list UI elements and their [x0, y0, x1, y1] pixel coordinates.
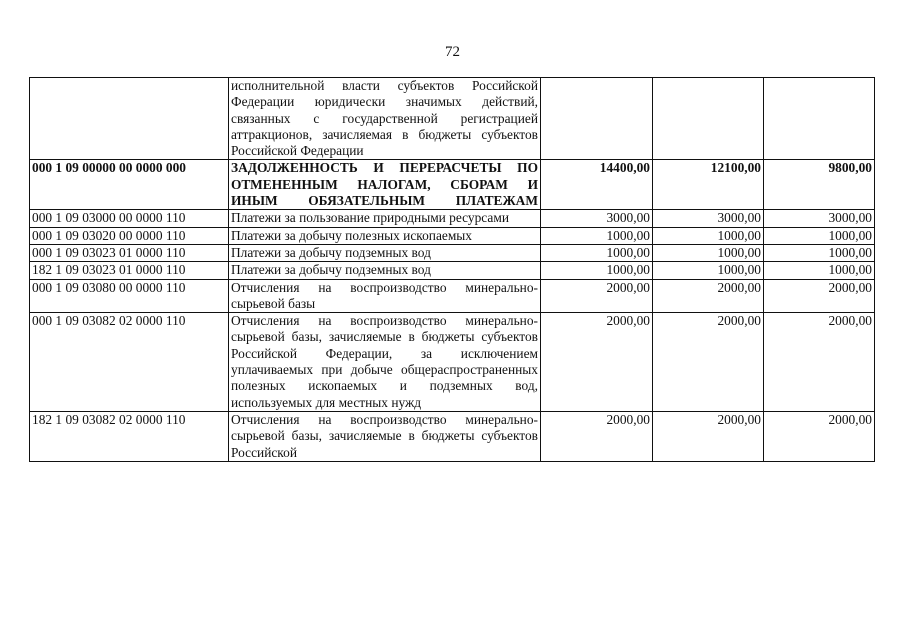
- table-row: [30, 279, 875, 313]
- revenue-name: Платежи за пользование природными ресурсами: [229, 210, 541, 227]
- amount-year-2: 12100,00: [653, 160, 764, 210]
- amount-year-1: 2000,00: [541, 411, 653, 461]
- budget-code: 000 1 09 03020 00 0000 110: [30, 227, 229, 244]
- revenue-name: Отчисления на воспроизводство минерально-сырьевой базы: [229, 279, 541, 313]
- revenue-name: Отчисления на воспроизводство минерально-сырьевой базы, зачисляемые в бюджеты субъектов Российской Федерации, за исключением уплачиваемых при добыче общераспространенных полезных ископаемых и подземных вод, используемых для местных нужд: [229, 313, 541, 412]
- amount-year-3: 3000,00: [764, 210, 875, 227]
- revenue-name: исполнительной власти субъектов Российской Федерации юридически значимых действий, связанных с государственной регистрацией аттракционов, зачисляемая в бюджеты субъектов Российской Федерации: [229, 78, 541, 160]
- amount-year-2: 1000,00: [653, 262, 764, 279]
- amount-year-1: 1000,00: [541, 244, 653, 261]
- budget-revenue-table: [29, 77, 875, 462]
- budget-code: 182 1 09 03023 01 0000 110: [30, 262, 229, 279]
- budget-code: 182 1 09 03082 02 0000 110: [30, 411, 229, 461]
- revenue-name: ЗАДОЛЖЕННОСТЬ И ПЕРЕРАСЧЕТЫ ПО ОТМЕНЕННЫМ НАЛОГАМ, СБОРАМ И ИНЫМ ОБЯЗАТЕЛЬНЫМ ПЛАТЕЖАМ: [229, 160, 541, 210]
- amount-year-1: 1000,00: [541, 227, 653, 244]
- amount-year-1: [541, 78, 653, 160]
- budget-code: 000 1 09 03082 02 0000 110: [30, 313, 229, 412]
- revenue-name: Отчисления на воспроизводство минерально-сырьевой базы, зачисляемые в бюджеты субъектов Российской: [229, 411, 541, 461]
- amount-year-1: 14400,00: [541, 160, 653, 210]
- amount-year-1: 3000,00: [541, 210, 653, 227]
- revenue-name: Платежи за добычу подземных вод: [229, 244, 541, 261]
- budget-code: 000 1 09 03080 00 0000 110: [30, 279, 229, 313]
- amount-year-2: 3000,00: [653, 210, 764, 227]
- amount-year-1: 2000,00: [541, 279, 653, 313]
- table-row: [30, 411, 875, 461]
- amount-year-3: 1000,00: [764, 262, 875, 279]
- table-row: [30, 210, 875, 227]
- amount-year-3: 2000,00: [764, 411, 875, 461]
- amount-year-2: 1000,00: [653, 227, 764, 244]
- table-row: [30, 244, 875, 261]
- table-row-section-header: [30, 160, 875, 210]
- amount-year-3: 1000,00: [764, 244, 875, 261]
- amount-year-2: 2000,00: [653, 279, 764, 313]
- budget-code: 000 1 09 00000 00 0000 000: [30, 160, 229, 210]
- amount-year-2: 2000,00: [653, 313, 764, 412]
- amount-year-3: 9800,00: [764, 160, 875, 210]
- table-row: [30, 78, 875, 160]
- amount-year-2: 2000,00: [653, 411, 764, 461]
- amount-year-1: 1000,00: [541, 262, 653, 279]
- table-row: [30, 262, 875, 279]
- amount-year-2: [653, 78, 764, 160]
- amount-year-2: 1000,00: [653, 244, 764, 261]
- revenue-name: Платежи за добычу полезных ископаемых: [229, 227, 541, 244]
- amount-year-3: 1000,00: [764, 227, 875, 244]
- amount-year-1: 2000,00: [541, 313, 653, 412]
- budget-code: 000 1 09 03023 01 0000 110: [30, 244, 229, 261]
- revenue-name: Платежи за добычу подземных вод: [229, 262, 541, 279]
- budget-code: 000 1 09 03000 00 0000 110: [30, 210, 229, 227]
- amount-year-3: [764, 78, 875, 160]
- page-number: 72: [445, 44, 460, 60]
- budget-code: [30, 78, 229, 160]
- table-row: [30, 313, 875, 412]
- amount-year-3: 2000,00: [764, 279, 875, 313]
- amount-year-3: 2000,00: [764, 313, 875, 412]
- table-row: [30, 227, 875, 244]
